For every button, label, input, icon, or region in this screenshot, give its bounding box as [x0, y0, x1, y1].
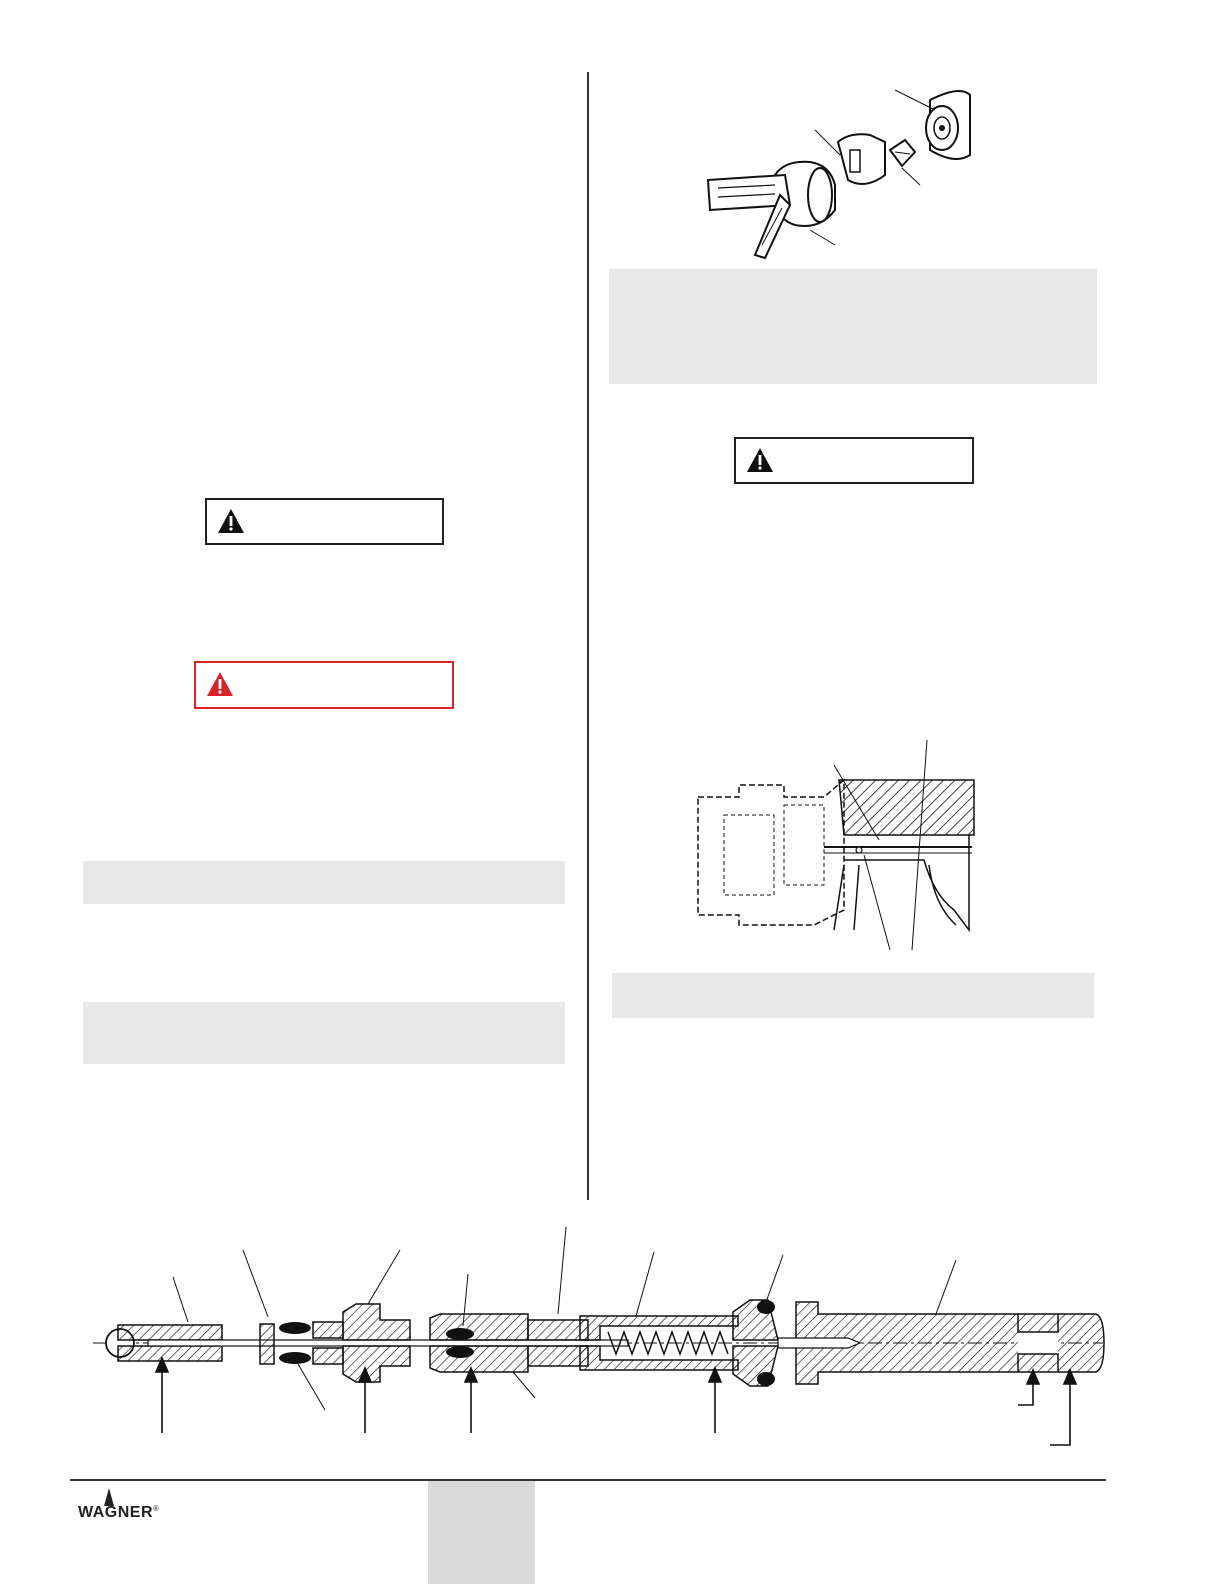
- page-number-tab: [428, 1481, 535, 1584]
- note-panel-right-2: [612, 973, 1094, 1018]
- footer-rule: [70, 1479, 1106, 1481]
- note-panel-left-2: [83, 1002, 565, 1064]
- danger-triangle-icon: [206, 671, 234, 697]
- needle-assembly-cross-section: [88, 1222, 1118, 1452]
- gun-cross-section-illustration: [694, 735, 976, 955]
- warning-box-right: [734, 437, 974, 484]
- note-panel-right-1: [609, 269, 1097, 384]
- warning-triangle-icon: [746, 447, 774, 473]
- note-panel-left-1: [83, 861, 565, 904]
- wagner-logo: [78, 1488, 188, 1528]
- danger-box-left: [194, 661, 454, 709]
- tip-guard-exploded-illustration: [690, 80, 990, 265]
- wagner-logo-text: WAGNER®: [78, 1504, 160, 1521]
- column-divider: [587, 72, 589, 1200]
- warning-triangle-icon: [217, 508, 245, 534]
- warning-box-left: [205, 498, 444, 545]
